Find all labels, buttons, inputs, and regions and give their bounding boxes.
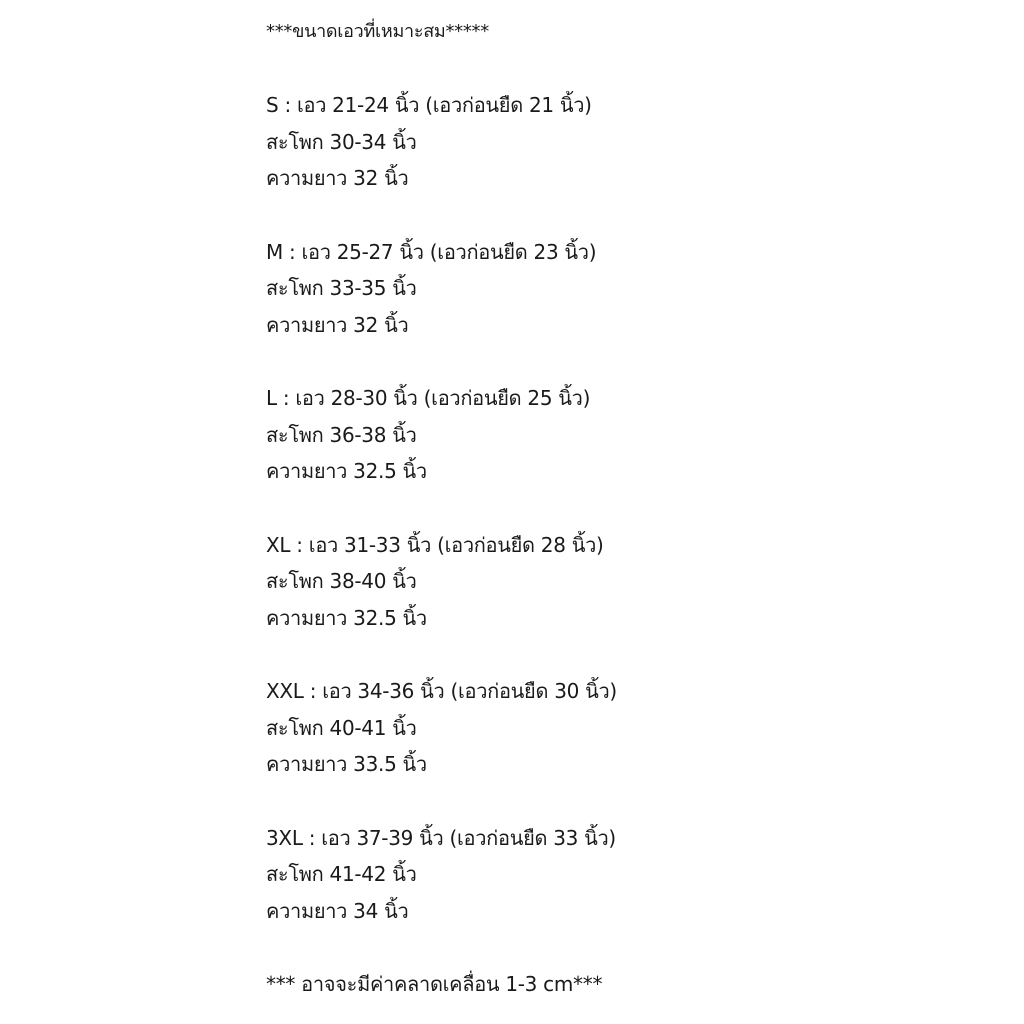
spacer <box>266 783 986 820</box>
size-length-line: ความยาว 32 นิ้ว <box>266 166 409 190</box>
size-waist-line: M : เอว 25-27 นิ้ว (เอวก่อนยืด 23 นิ้ว) <box>266 239 597 264</box>
spacer <box>266 343 986 380</box>
size-hip-line: สะโพก 36-38 นิ้ว <box>266 422 417 447</box>
size-length-line: ความยาว 33.5 นิ้ว <box>266 752 427 776</box>
size-block-xl <box>266 527 986 637</box>
size-block-xxl <box>266 673 986 783</box>
size-waist-line: 3XL : เอว 37-39 นิ้ว (เอวก่อนยืด 33 นิ้ว) <box>266 825 616 850</box>
tolerance-note: *** อาจจะมีค่าคลาดเคลื่อน 1-3 cm*** <box>266 972 603 996</box>
spacer <box>266 197 986 234</box>
size-length-line: ความยาว 32.5 นิ้ว <box>266 459 427 483</box>
size-chart-document <box>266 14 986 1002</box>
size-hip-line: สะโพก 41-42 นิ้ว <box>266 862 417 886</box>
size-block-s <box>266 87 986 197</box>
size-hip-line: สะโพก 33-35 นิ้ว <box>266 276 417 300</box>
spacer <box>266 636 986 673</box>
size-hip-line: สะโพก 30-34 นิ้ว <box>266 129 417 154</box>
spacer <box>266 490 986 527</box>
size-hip-line: สะโพก 38-40 นิ้ว <box>266 569 417 593</box>
size-length-line: ความยาว 34 นิ้ว <box>266 898 409 923</box>
size-waist-line: XXL : เอว 34-36 นิ้ว (เอวก่อนยืด 30 นิ้ว) <box>266 679 617 703</box>
size-block-l <box>266 380 986 490</box>
size-chart-title: ***ขนาดเอวที่เหมาะสม***** <box>266 21 489 42</box>
size-waist-line: S : เอว 21-24 นิ้ว (เอวก่อนยืด 21 นิ้ว) <box>266 93 592 117</box>
spacer <box>266 50 986 87</box>
size-block-3xl <box>266 820 986 930</box>
spacer <box>266 929 986 966</box>
size-waist-line: XL : เอว 31-33 นิ้ว (เอวก่อนยืด 28 นิ้ว) <box>266 532 604 557</box>
size-hip-line: สะโพก 40-41 นิ้ว <box>266 715 417 740</box>
size-length-line: ความยาว 32 นิ้ว <box>266 312 409 337</box>
size-waist-line: L : เอว 28-30 นิ้ว (เอวก่อนยืด 25 นิ้ว) <box>266 386 591 410</box>
size-block-m <box>266 234 986 344</box>
size-length-line: ความยาว 32.5 นิ้ว <box>266 605 427 630</box>
